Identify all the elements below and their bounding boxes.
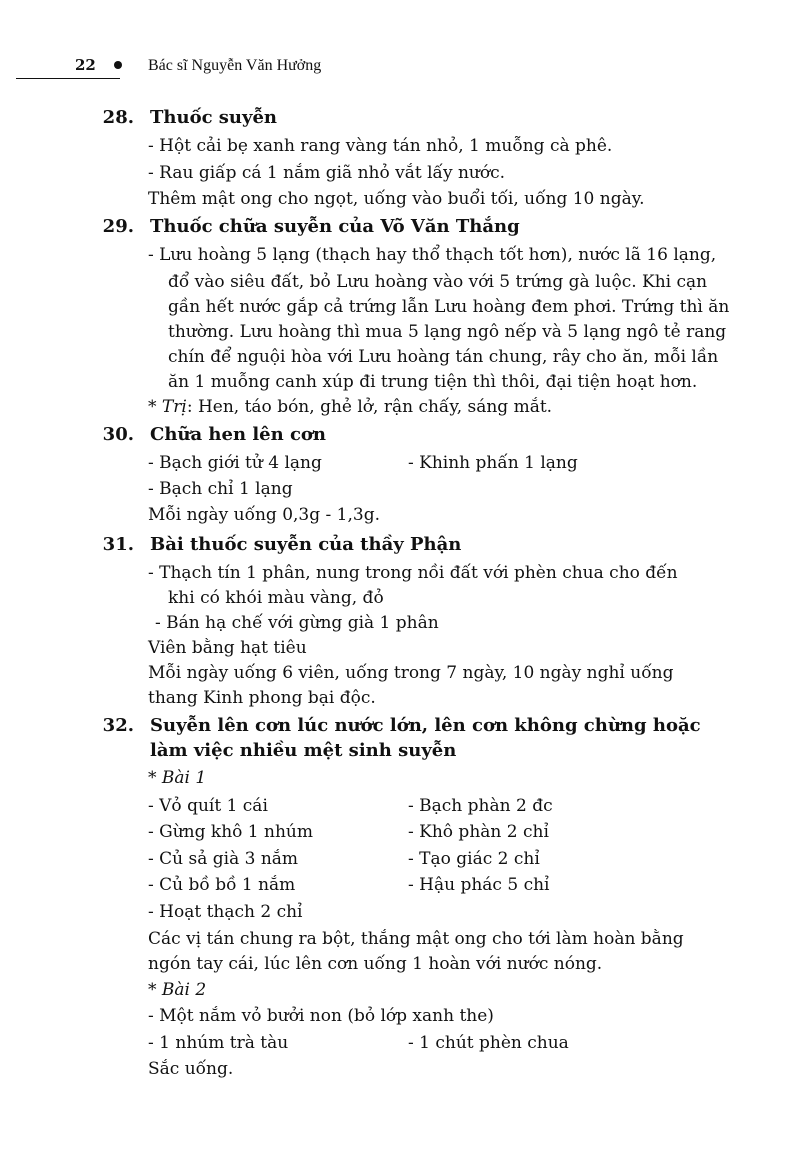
section-29-line-6: ăn 1 muỗng canh xúp đi trung tiện thì thôi, đại tiện hoạt hơn.: [168, 372, 698, 392]
section-31-line-1: - Thạch tín 1 phân, nung trong nồi đất với phèn chua cho đến: [148, 563, 678, 583]
recipe-1-label: * Bài 1: [148, 768, 207, 788]
header-author: Bác sĩ Nguyễn Văn Hưởng: [148, 57, 322, 74]
section-28-number: 28.: [102, 107, 134, 128]
section-30-number: 30.: [102, 424, 134, 445]
section-29-line-4: thường. Lưu hoàng thì mua 5 lạng ngô nếp và 5 lạng ngô tẻ rang: [168, 322, 727, 342]
section-31-line-3: - Bán hạ chế với gừng già 1 phân: [155, 613, 439, 633]
recipe-2-label: * Bài 2: [148, 980, 207, 1000]
section-28-line-2: - Rau giấp cá 1 nắm giã nhỏ vắt lấy nước.: [148, 163, 506, 183]
section-30-item-2: - Khinh phấn 1 lạng: [408, 453, 578, 473]
page-number: 22: [75, 56, 96, 74]
recipe-1-left-4: - Củ bồ bồ 1 nắm: [148, 875, 296, 895]
section-30-title: Chữa hen lên cơn: [150, 424, 327, 445]
recipe-1-right-2: - Khô phàn 2 chỉ: [408, 822, 549, 842]
section-31-line-4: Viên bằng hạt tiêu: [148, 638, 307, 658]
recipe-1-line-1: Các vị tán chung ra bột, thắng mật ong cho tới làm hoàn bằng: [148, 929, 684, 949]
section-29-note-text: : Hen, táo bón, ghẻ lở, rận chấy, sáng mắt.: [186, 397, 553, 417]
section-29-note-label: * Trị: [148, 397, 187, 417]
section-32-title-line-1: Suyễn lên cơn lúc nước lớn, lên cơn không chừng hoặc: [150, 715, 701, 736]
recipe-2-item-2: - 1 nhúm trà tàu: [148, 1033, 289, 1053]
section-29-title: Thuốc chữa suyễn của Võ Văn Thắng: [150, 216, 520, 237]
section-30-item-3: - Bạch chỉ 1 lạng: [148, 479, 293, 499]
recipe-1-left-5: - Hoạt thạch 2 chỉ: [148, 902, 303, 922]
section-31-number: 31.: [102, 534, 134, 555]
header-bullet: [114, 61, 122, 69]
recipe-1-right-3: - Tạo giác 2 chỉ: [408, 849, 540, 869]
recipe-1-right-4: - Hậu phác 5 chỉ: [408, 875, 550, 895]
section-28-line-3: Thêm mật ong cho ngọt, uống vào buổi tối, uống 10 ngày.: [148, 189, 645, 209]
section-29-line-1: - Lưu hoàng 5 lạng (thạch hay thổ thạch tốt hơn), nước lã 16 lạng,: [148, 245, 717, 265]
recipe-2-line-1: Sắc uống.: [148, 1059, 234, 1079]
recipe-2-item-3: - 1 chút phèn chua: [408, 1033, 569, 1053]
section-31-line-5: Mỗi ngày uống 6 viên, uống trong 7 ngày, 10 ngày nghỉ uống: [148, 663, 674, 683]
section-32-number: 32.: [102, 715, 134, 736]
recipe-1-left-3: - Củ sả già 3 nắm: [148, 849, 299, 869]
section-29-line-2: đổ vào siêu đất, bỏ Lưu hoàng vào với 5 trứng gà luộc. Khi cạn: [168, 272, 708, 292]
section-29-line-3: gần hết nước gắp cả trứng lẫn Lưu hoàng đem phơi. Trứng thì ăn: [168, 297, 730, 317]
page-header: [0, 56, 800, 86]
section-29-number: 29.: [102, 216, 134, 237]
recipe-1-left-2: - Gừng khô 1 nhúm: [148, 822, 313, 842]
header-rule: [16, 78, 120, 79]
recipe-1-left-1: - Vỏ quít 1 cái: [148, 796, 268, 816]
section-29-line-5: chín để nguội hòa với Lưu hoàng tán chung, rây cho ăn, mỗi lần: [168, 347, 719, 367]
section-29-note: [148, 397, 552, 417]
section-30-line-1: Mỗi ngày uống 0,3g - 1,3g.: [148, 505, 380, 525]
recipe-1-line-2: ngón tay cái, lúc lên cơn uống 1 hoàn với nước nóng.: [148, 954, 603, 974]
section-28-title: Thuốc suyễn: [150, 107, 278, 128]
section-31-line-6: thang Kinh phong bại độc.: [148, 688, 376, 708]
section-31-line-2: khi có khói màu vàng, đỏ: [168, 588, 384, 608]
section-32-title-line-2: làm việc nhiều mệt sinh suyễn: [150, 740, 457, 761]
recipe-2-item-1: - Một nắm vỏ bưởi non (bỏ lớp xanh the): [148, 1006, 494, 1026]
recipe-1-right-1: - Bạch phàn 2 đc: [408, 796, 553, 816]
section-31-title: Bài thuốc suyễn của thầy Phận: [150, 534, 462, 555]
section-30-item-1: - Bạch giới tử 4 lạng: [148, 453, 322, 473]
section-28-line-1: - Hột cải bẹ xanh rang vàng tán nhỏ, 1 muỗng cà phê.: [148, 136, 613, 156]
